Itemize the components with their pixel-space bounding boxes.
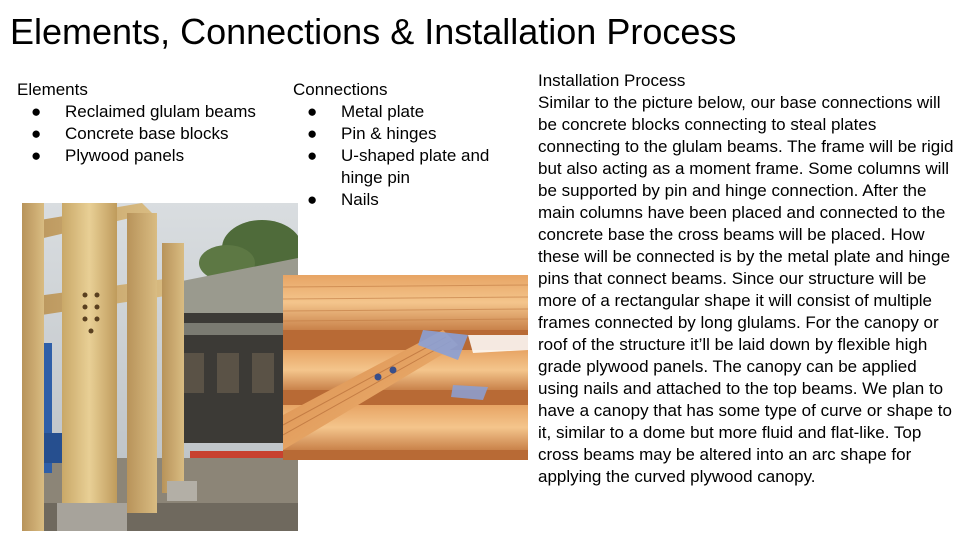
bullet-icon: ● — [307, 124, 318, 143]
bullet-icon: ● — [307, 146, 318, 165]
glulam-frame-photo — [22, 203, 298, 531]
installation-body: Similar to the picture below, our base connections will be concrete blocks connecting to steal plates connecting to the glulam beams. The frame will be rigid but also acting as a moment frame. Some columns will be supported by pin and hinge connection. After the main columns have been placed and connected to the concrete base the cross beams will be placed. How these will be connected is by the metal plate and hinge pins that connect beams. Since our structure will be more of a rectangular shape it will consist of multiple frames connected by long glulams. For the canopy or roof of the structure it’ll be laid down by flexible high grade plywood panels. The canopy can be applied using nails and attached to the top beams. We plan to have a canopy that has some type of curve or shape to it, similar to a dome but more fluid and flat-like. Top cross beams may be altered into an arc shape for applying the curved plywood canopy. — [538, 93, 954, 486]
bullet-icon: ● — [31, 102, 42, 121]
list-item-label: Pin & hinges — [341, 124, 437, 143]
connections-section — [293, 79, 518, 211]
list-item-label: Reclaimed glulam beams — [65, 102, 256, 121]
list-item — [293, 145, 518, 189]
list-item — [293, 101, 518, 123]
connections-list — [293, 101, 518, 211]
installation-heading: Installation Process — [538, 71, 686, 90]
bullet-icon: ● — [307, 190, 318, 209]
bullet-icon: ● — [307, 102, 318, 121]
list-item — [293, 123, 518, 145]
list-item-label: U-shaped plate and hinge pin — [341, 146, 490, 187]
list-item — [17, 101, 287, 123]
slide-title: Elements, Connections & Installation Process — [10, 11, 737, 52]
installation-section — [538, 70, 954, 488]
bullet-icon: ● — [31, 124, 42, 143]
list-item — [293, 189, 518, 211]
list-item — [17, 123, 287, 145]
list-item-label: Concrete base blocks — [65, 124, 229, 143]
elements-list — [17, 101, 287, 167]
bullet-icon: ● — [31, 146, 42, 165]
list-item-label: Plywood panels — [65, 146, 185, 165]
list-item-label: Nails — [341, 190, 379, 209]
list-item — [17, 145, 287, 167]
beam-connection-photo — [283, 275, 528, 460]
elements-heading: Elements — [17, 80, 88, 99]
elements-section — [17, 79, 287, 167]
connections-heading: Connections — [293, 80, 388, 99]
list-item-label: Metal plate — [341, 102, 425, 121]
